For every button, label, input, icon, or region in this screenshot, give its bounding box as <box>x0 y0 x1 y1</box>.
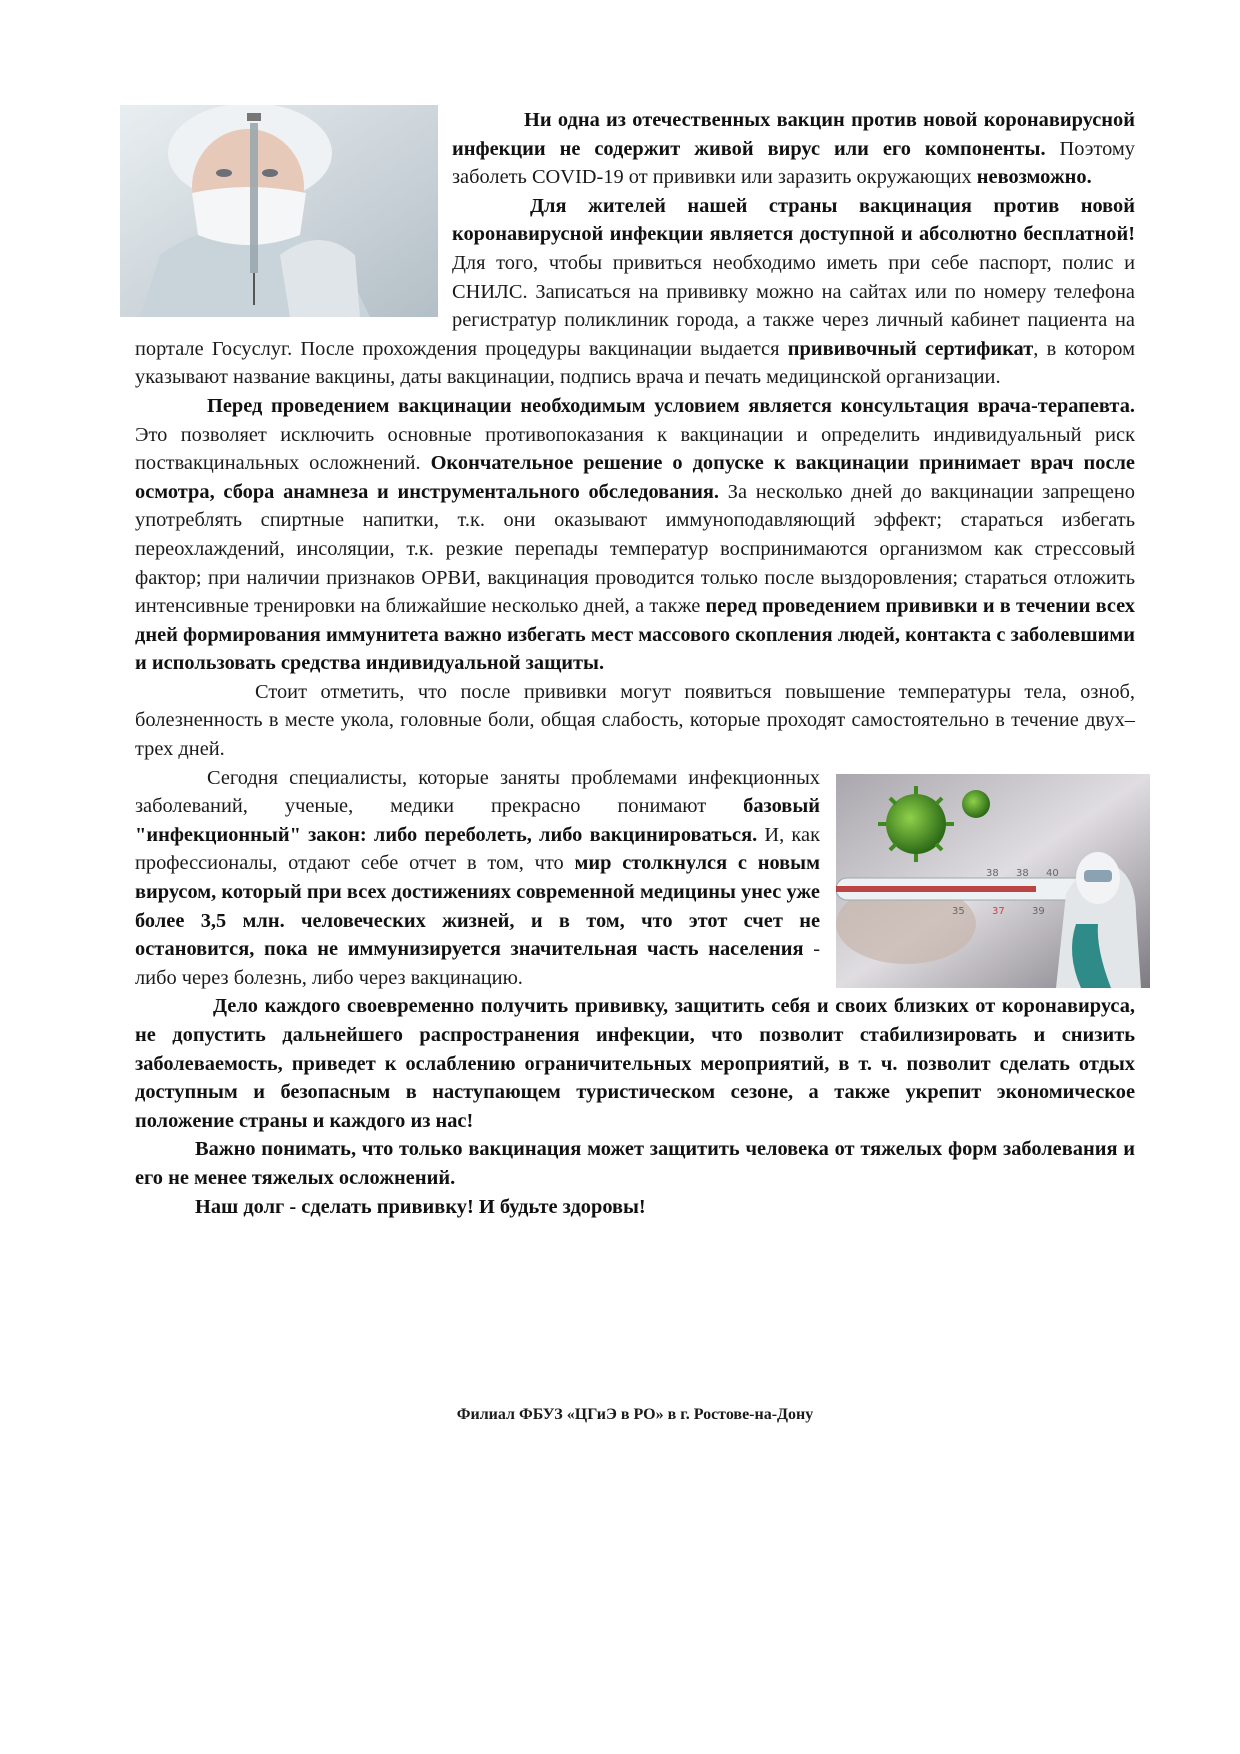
svg-text:38: 38 <box>1016 867 1029 879</box>
p1-bold-1: Ни одна из отечественных вакцин против новой коронавирусной инфекции не содержит живой вирус или его компоненты. <box>452 109 1135 160</box>
p4-text-1: Стоит отметить, что после прививки могут появиться повышение температуры тела, озноб, болезненность в месте укола, головные боли, общая слабость, которые проходят самостоятельно в течение двух–трех дней. <box>135 680 1135 761</box>
p3-bold-1: Перед проведением вакцинации необходимым условием является консультация врача-терапевта. <box>207 394 1135 417</box>
svg-text:38: 38 <box>986 867 999 879</box>
footer-organization: Филиал ФБУЗ «ЦГиЭ в РО» в г. Ростове-на-Дону <box>456 1406 814 1423</box>
p2-text-2: , в котором указывают название вакцины, даты вакцинации, подпись врача и печать медицинской организации. <box>135 337 1135 389</box>
svg-text:35: 35 <box>952 905 965 917</box>
p2-bold-2: прививочный сертификат <box>787 337 1034 360</box>
p5-text-1: Сегодня специалисты, которые заняты проблемами инфекционных заболеваний, ученые, медики прекрасно понимают <box>135 766 820 818</box>
nurse-with-syringe-photo <box>120 105 438 317</box>
svg-text:39: 39 <box>1032 905 1045 917</box>
p3-bold-3: перед проведением прививки и в течении всех дней формирования иммунитета важно избегать мест массового скопления людей, контакта с заболевшими и использовать средства индивидуальной защиты. <box>135 595 1135 675</box>
paragraph-3 <box>135 392 1135 678</box>
p5-bold-1: базовый "инфекционный" закон: либо переболеть, либо вакцинироваться. <box>135 795 820 846</box>
p2-text-1: Для того, чтобы привиться необходимо иметь при себе паспорт, полис и СНИЛС. Записаться на прививку можно на сайтах или по номеру телефона регистратур поликлиник города, а также через личный кабинет пациента на портале Госуслуг. После прохождения процедуры вакцинации выдается <box>135 251 1135 360</box>
svg-text:40: 40 <box>1046 867 1059 879</box>
p7-bold-1: Важно понимать, что только вакцинация может защитить человека от тяжелых форм заболевания и его не менее тяжелых осложнений. <box>135 1138 1135 1189</box>
p2-bold-1: Для жителей нашей страны вакцинация против новой коронавирусной инфекции является доступной и абсолютно бесплатной! <box>452 194 1135 246</box>
paragraph-4 <box>135 678 1135 764</box>
p8-bold-1: Наш долг - сделать прививку! И будьте здоровы! <box>195 1195 646 1218</box>
p3-bold-2: Окончательное решение о допуске к вакцинации принимает врач после осмотра, сбора анамнеза и инструментального обследования. <box>135 452 1135 503</box>
p6-bold-1: Дело каждого своевременно получить прививку, защитить себя и своих близких от коронавируса, не допустить дальнейшего распространения инфекции, что позволит стабилизировать и снизить заболеваемость, приведет к ослаблению ограничительных мероприятий, в т. ч. позволит сделать отдых доступным и безопасным в наступающем туристическом сезоне, а также укрепит экономическое положение страны и каждого из нас! <box>135 995 1135 1132</box>
virus-and-thermometer-photo <box>836 774 1150 988</box>
p5-text-3: - либо через болезнь, либо через вакцинацию. <box>135 938 821 989</box>
p1-text-1: Поэтому заболеть COVID-19 от прививки или заразить окружающих <box>452 137 1135 189</box>
p5-text-2: И, как профессионалы, отдают себе отчет в том, что <box>135 823 820 875</box>
p3-text-2: За несколько дней до вакцинации запрещено употреблять спиртные напитки, т.к. они оказывают иммуноподавляющий эффект; стараться избегать переохлаждений, инсоляции, т.к. резкие перепады температур воспринимаются организмом как стрессовый фактор; при наличии признаков ОРВИ, вакцинация проводится только после выздоровления; стараться отложить интенсивные тренировки на ближайшие несколько дней, а также <box>135 480 1135 618</box>
p1-bold-2: невозможно. <box>976 166 1092 189</box>
paragraph-6 <box>135 992 1135 1135</box>
p3-text-1: Это позволяет исключить основные противопоказания к вакцинации и определить индивидуальный риск поствакцинальных осложнений. <box>135 423 1135 475</box>
paragraph-7 <box>135 1135 1135 1192</box>
p5-bold-2: мир столкнулся с новым вирусом, который при всех достижениях современной медицины унес уже более 3,5 млн. человеческих жизней, и в том, что этот счет не остановится, пока не иммунизируется значительная часть населения <box>135 852 820 961</box>
article-body <box>135 106 1135 1221</box>
paragraph-8 <box>135 1193 1135 1222</box>
svg-text:37: 37 <box>992 905 1005 917</box>
